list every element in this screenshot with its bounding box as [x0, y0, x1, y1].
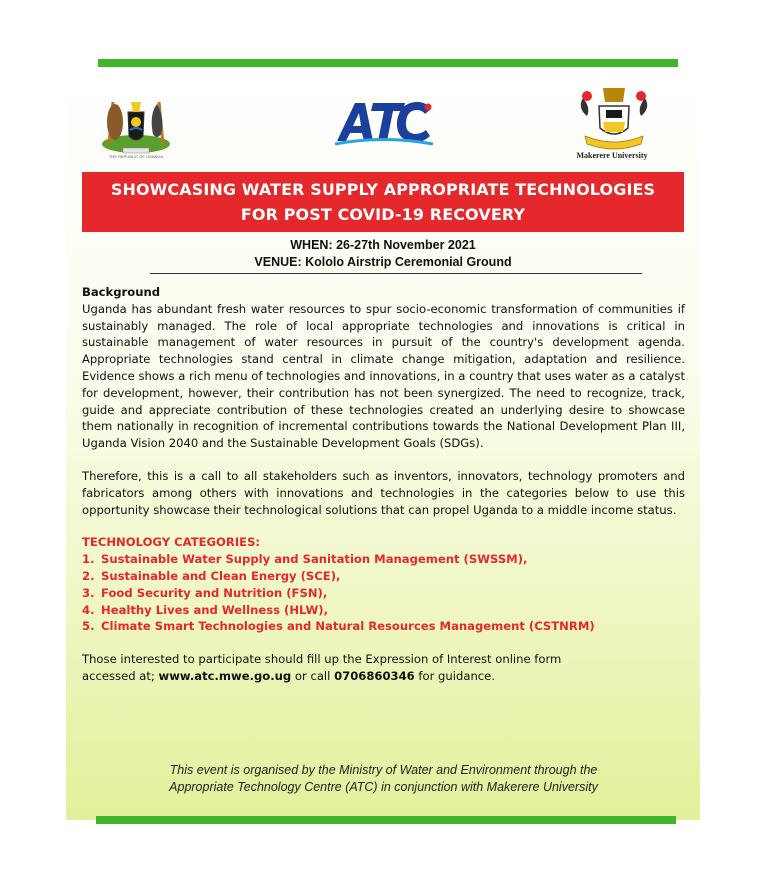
organiser-note	[82, 762, 685, 796]
category-item: 5. Climate Smart Technologies and Natural Resources Management (CSTNRM)	[82, 619, 595, 634]
participation-line-1: Those interested to participate should fill up the Expression of Interest online form	[82, 652, 562, 667]
background-paragraph-1: Uganda has abundant fresh water resources to spur socio-economic transformation of communities if sustainably managed. The role of local appropriate technologies and innovations is critical in sustainable management of water resources in pursuit of the country's development agenda. Appropriate technologies stand central in climate change mitigation, adaptation and resilience. Evidence shows a rich menu of technologies and innovations, in a country that uses water as a catalyst for development, however, their contribution has not been synergized. The need to recognize, track, guide and appreciate contribution of these technologies created an underlying desire to showcase them nationally in recognition of incremental contributions towards the National Development Plan III, Uganda Vision 2040 and the Sustainable Development Goals (SDGs).	[82, 301, 685, 451]
participation-paragraph: Those interested to participate should fill up the Expression of Interest online form accessed at; www.atc.mwe.go.ug or call 0706860346 for guidance.	[82, 652, 562, 683]
organiser-line-1: This event is organised by the Ministry of Water and Environment through the	[169, 763, 598, 777]
makerere-caption: Makerere University	[576, 151, 648, 160]
title-banner	[82, 172, 684, 232]
main-content	[82, 284, 685, 685]
top-green-bar	[98, 59, 678, 67]
categories-heading: TECHNOLOGY CATEGORIES:	[82, 535, 261, 550]
category-item: 3. Food Security and Nutrition (FSN),	[82, 585, 328, 600]
event-when: WHEN: 26-27th November 2021	[290, 238, 476, 252]
website-link[interactable]: www.atc.mwe.go.ug	[158, 668, 292, 683]
divider-line	[150, 273, 642, 274]
organiser-line-2: Appropriate Technology Centre (ATC) in conjunction with Makerere University	[169, 780, 598, 794]
categories-list	[82, 551, 685, 635]
atc-logo	[333, 97, 437, 149]
category-item: 4. Healthy Lives and Wellness (HLW),	[82, 602, 329, 617]
title-line-2: FOR POST COVID-19 RECOVERY	[240, 205, 526, 224]
uganda-caption: THE REPUBLIC OF UGANDA	[108, 154, 163, 159]
event-venue: VENUE: Kololo Airstrip Ceremonial Ground	[254, 255, 512, 269]
title-line-1: SHOWCASING WATER SUPPLY APPROPRIATE TECHNOLOGIES	[110, 180, 656, 199]
phone-number[interactable]: 0706860346	[334, 668, 415, 683]
category-item: 1. Sustainable Water Supply and Sanitation Management (SWSSM),	[82, 552, 528, 567]
event-details	[82, 237, 684, 271]
bottom-green-bar	[96, 816, 676, 824]
background-paragraph-2: Therefore, this is a call to all stakeholders such as inventors, innovators, technology promoters and fabricators among others with innovations and technologies in the categories below to use this opportunity showcase their technological solutions that can propel Uganda to a middle income status.	[82, 468, 685, 517]
category-item: 2. Sustainable and Clean Energy (SCE),	[82, 568, 341, 583]
background-heading: Background	[82, 285, 161, 299]
uganda-coat-of-arms-logo	[95, 84, 177, 164]
